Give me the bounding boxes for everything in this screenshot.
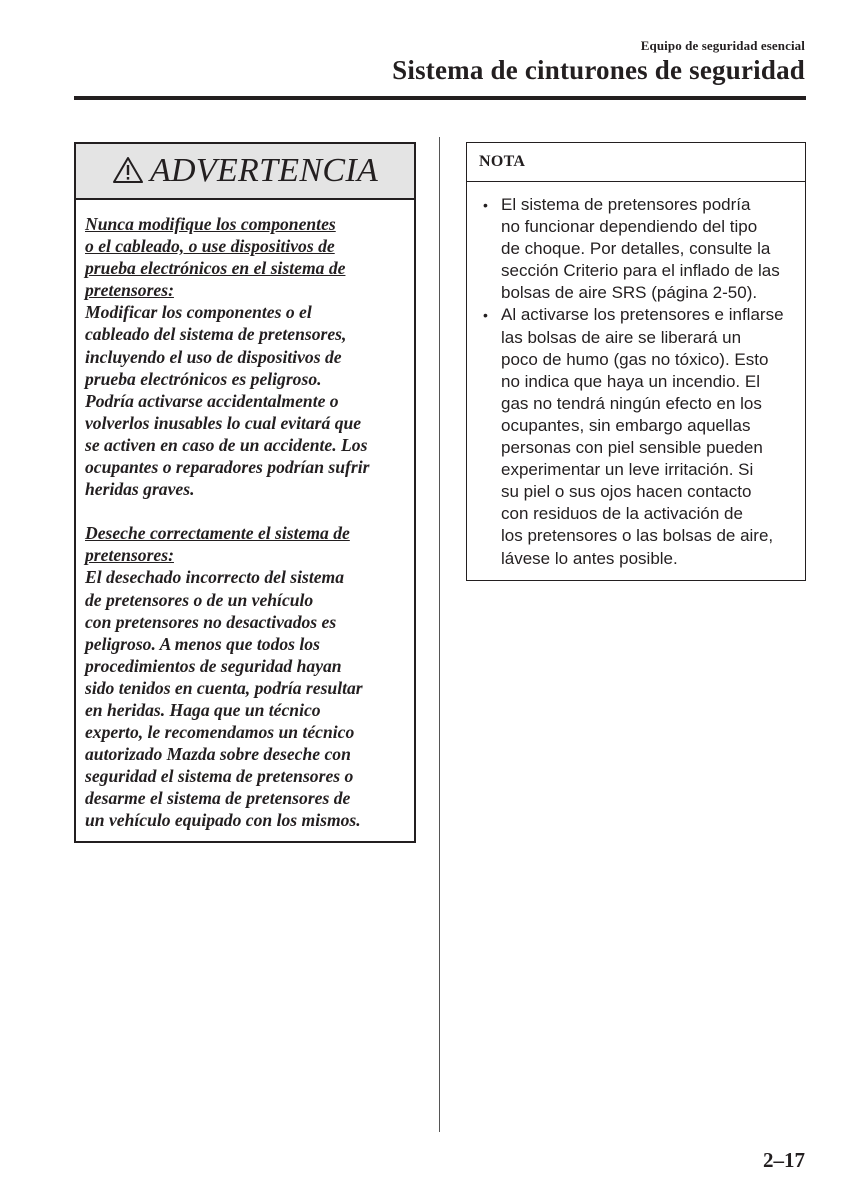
warning-text-line: autorizado Mazda sobre deseche con <box>85 744 351 765</box>
note-text-line: las bolsas de aire se liberará un <box>501 327 742 347</box>
section-label: Equipo de seguridad esencial <box>640 38 805 53</box>
warning-heading-line: pretensores: <box>85 280 174 301</box>
note-item <box>467 194 805 304</box>
warning-text-line: procedimientos de seguridad hayan <box>85 655 342 676</box>
warning-triangle-icon <box>112 155 144 185</box>
bullet-icon: • <box>483 307 488 324</box>
note-item <box>467 304 805 569</box>
warning-text-line: volverlos inusables lo cual evitará que <box>85 412 362 433</box>
note-text-line: Al activarse los pretensores e inflarse <box>501 305 784 325</box>
note-text-line: de choque. Por detalles, consulte la <box>501 239 771 259</box>
page-title: Sistema de cinturones de seguridad <box>392 55 805 85</box>
warning-text-line: Modificar los componentes o el <box>85 302 312 323</box>
warning-header <box>76 144 414 200</box>
warning-text-line: un vehículo equipado con los mismos. <box>85 810 361 831</box>
warning-body <box>76 200 414 832</box>
warning-text-line: con pretensores no desactivados es <box>85 611 337 632</box>
note-list <box>467 182 805 570</box>
note-text-line: personas con piel sensible pueden <box>501 438 763 458</box>
warning-title: ADVERTENCIA <box>149 152 379 189</box>
note-text-line: poco de humo (gas no tóxico). Esto <box>501 349 769 369</box>
warning-heading-2 <box>85 522 414 566</box>
note-text-line: no indica que haya un incendio. El <box>501 371 760 391</box>
bullet-icon: • <box>483 197 488 213</box>
warning-heading-line: o el cableado, o use dispositivos de <box>85 236 335 257</box>
warning-text-line: incluyendo el uso de dispositivos de <box>85 346 342 367</box>
header-rule <box>74 96 806 100</box>
page-number: 2–17 <box>763 1148 805 1172</box>
note-text-line: con residuos de la activación de <box>501 504 743 524</box>
warning-paragraph-2 <box>85 566 414 831</box>
note-text-line: El sistema de pretensores podría <box>501 195 751 214</box>
warning-heading-line: Nunca modifique los componentes <box>85 214 336 234</box>
warning-text-line: desarme el sistema de pretensores de <box>85 788 351 809</box>
note-text-line: los pretensores o las bolsas de aire, <box>501 526 774 546</box>
warning-heading-1 <box>85 213 414 301</box>
warning-text-line: cableado del sistema de pretensores, <box>85 324 347 345</box>
warning-text-line: seguridad el sistema de pretensores o <box>85 766 354 787</box>
warning-text-line: experto, le recomendamos un técnico <box>85 722 355 743</box>
warning-text-line: en heridas. Haga que un técnico <box>85 699 321 720</box>
warning-text-line: prueba electrónicos es peligroso. <box>85 368 322 389</box>
warning-paragraph-1 <box>85 301 414 500</box>
warning-heading-line: prueba electrónicos en el sistema de <box>85 258 346 279</box>
warning-text-line: ocupantes o reparadores podrían sufrir <box>85 457 370 478</box>
warning-text-line: heridas graves. <box>85 479 195 500</box>
note-text-line: lávese lo antes posible. <box>501 548 678 568</box>
note-text-line: ocupantes, sin embargo aquellas <box>501 415 751 435</box>
warning-text-line: sido tenidos en cuenta, podría resultar <box>85 677 363 698</box>
warning-heading-line: pretensores: <box>85 545 174 566</box>
note-text-line: bolsas de aire SRS (página 2-50). <box>501 283 758 303</box>
note-text-line: sección Criterio para el inflado de las <box>501 261 780 281</box>
note-title: NOTA <box>467 143 805 182</box>
column-divider <box>439 137 440 1132</box>
warning-text-line: El desechado incorrecto del sistema <box>85 567 344 588</box>
warning-text-line: se activen en caso de un accidente. Los <box>85 434 368 455</box>
warning-heading-line: Deseche correctamente el sistema de <box>85 523 350 544</box>
warning-text-line: Podría activarse accidentalmente o <box>85 390 339 411</box>
warning-text-line: de pretensores o de un vehículo <box>85 589 314 610</box>
note-text-line: experimentar un leve irritación. Si <box>501 460 754 480</box>
warning-box <box>74 142 416 843</box>
note-text-line: no funcionar dependiendo del tipo <box>501 217 758 237</box>
warning-text-line: peligroso. A menos que todos los <box>85 633 320 654</box>
note-text-line: su piel o sus ojos hacen contacto <box>501 482 752 502</box>
note-text-line: gas no tendrá ningún efecto en los <box>501 393 762 413</box>
note-box <box>466 142 806 581</box>
